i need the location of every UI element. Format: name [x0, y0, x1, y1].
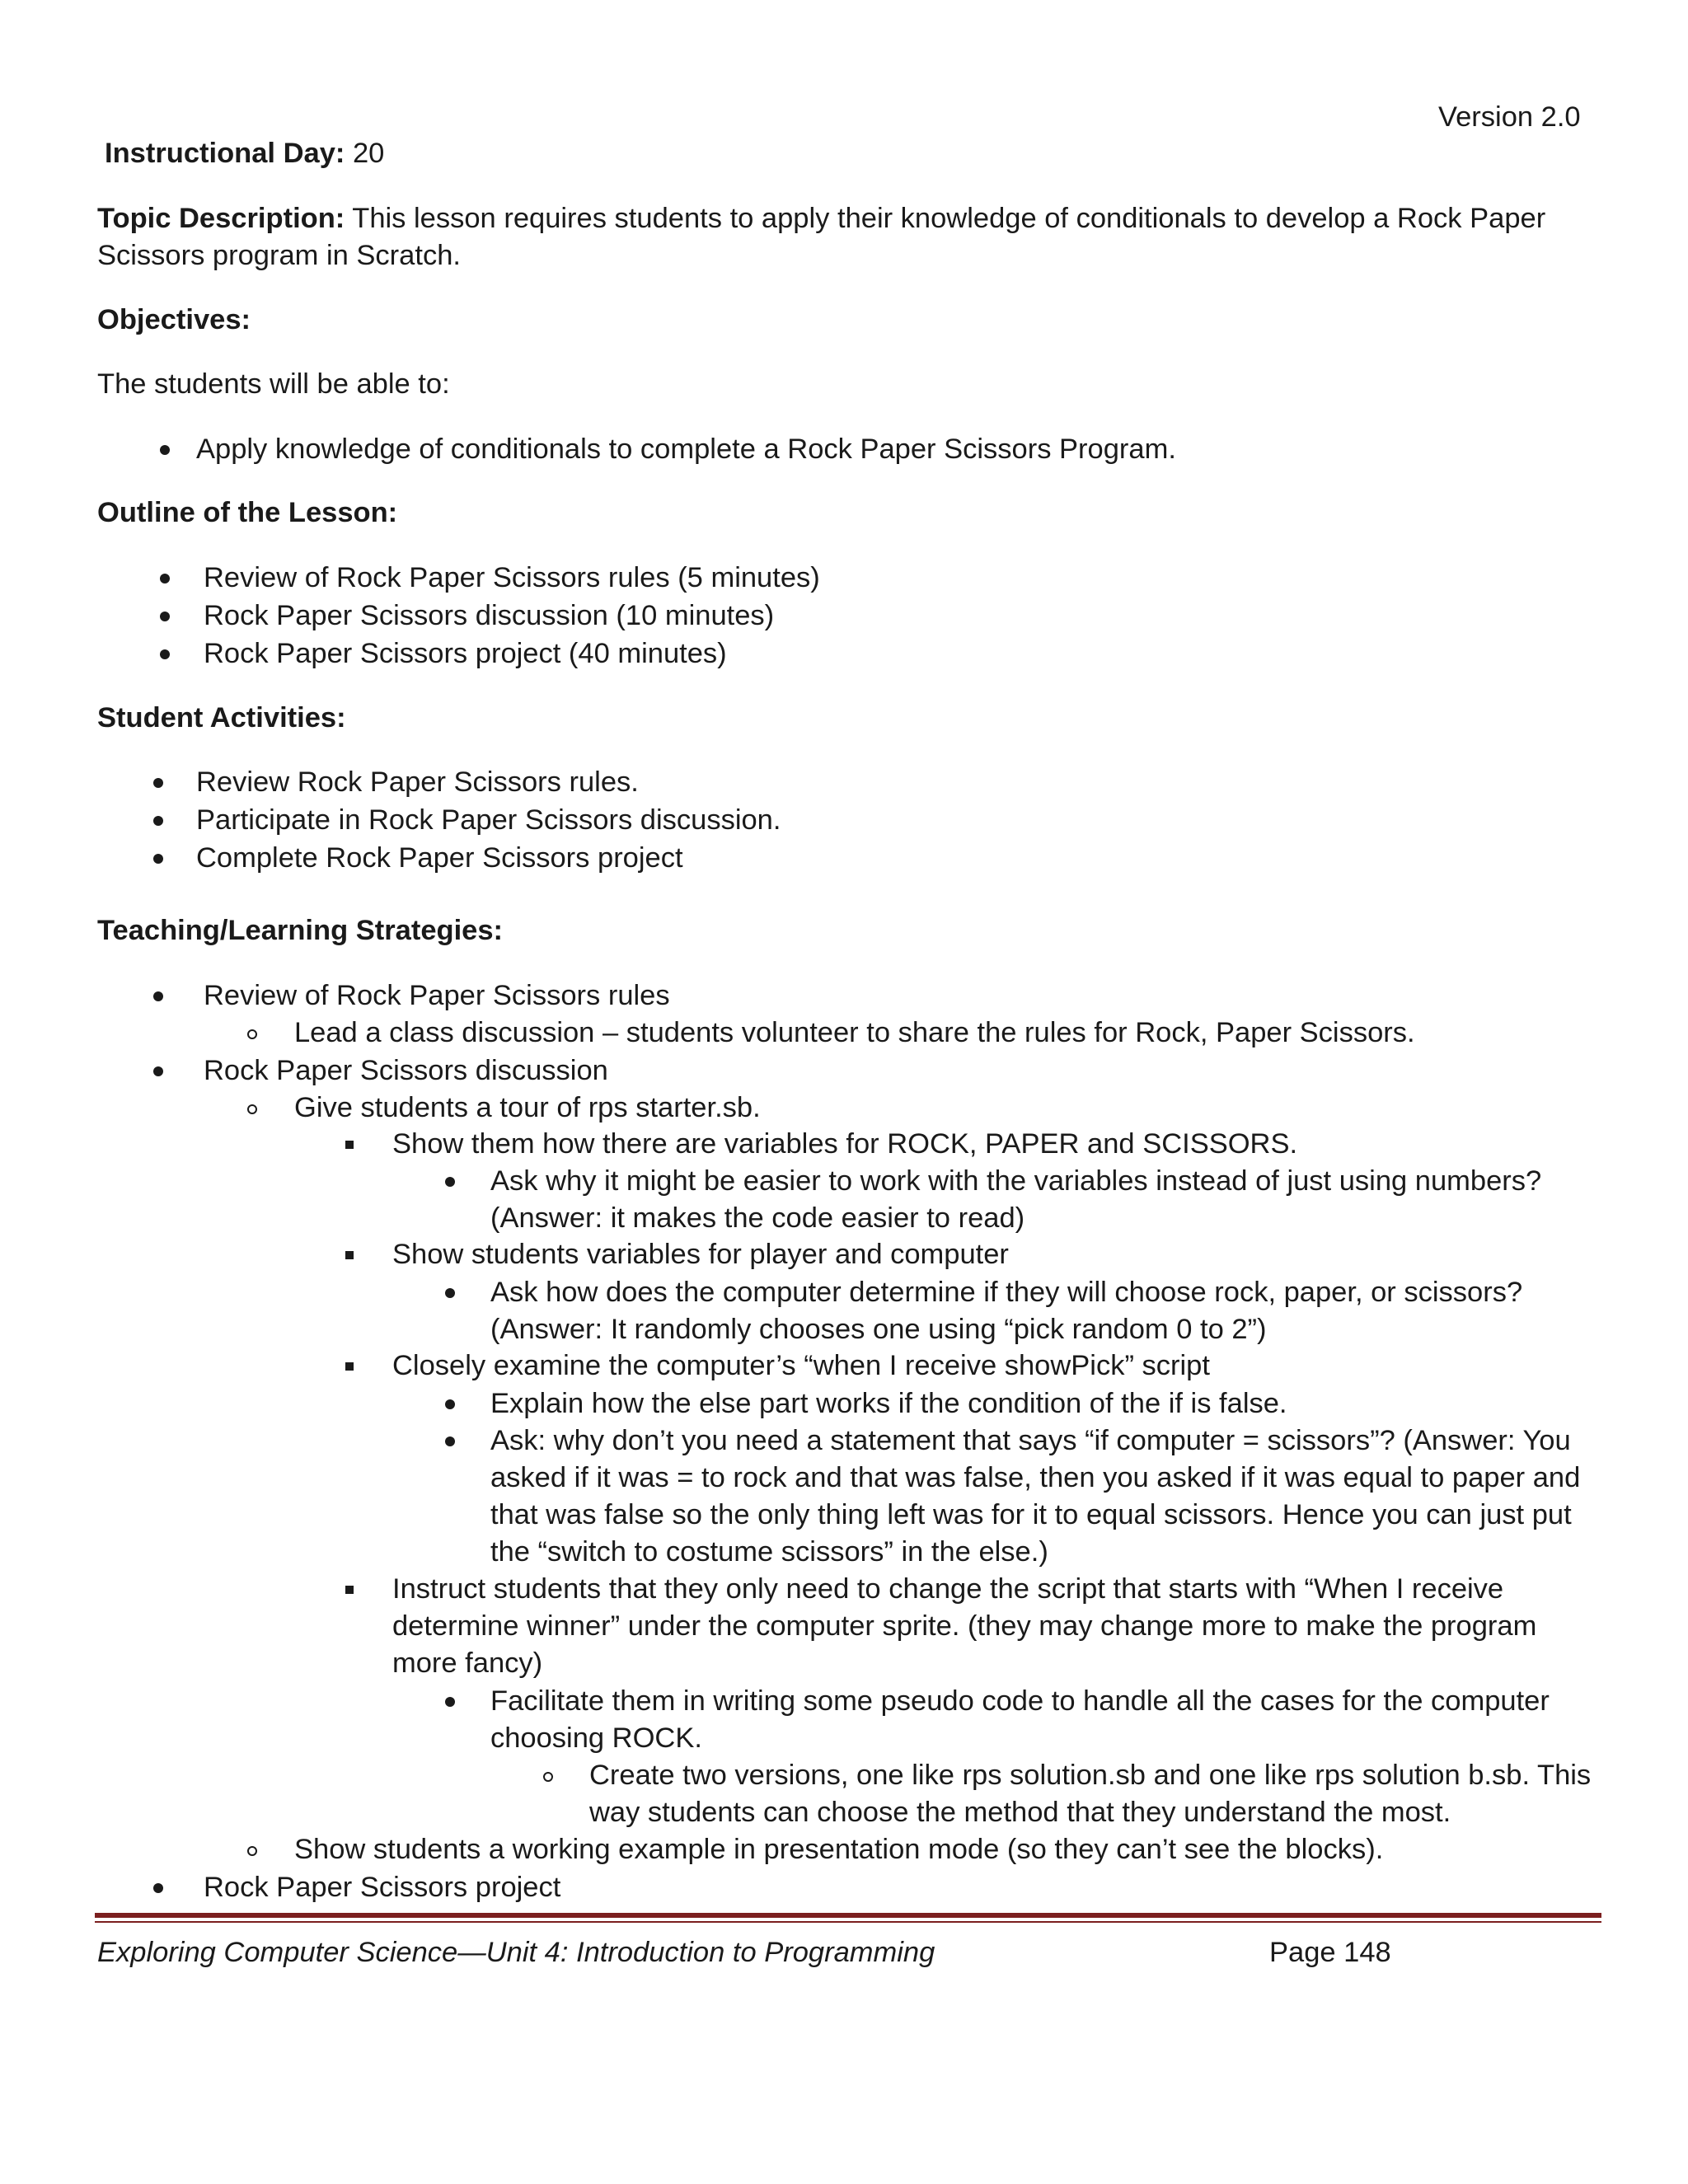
topic-label: Topic Description: [97, 203, 345, 234]
strategy-ask-dont-1: Ask: why don’t you need a statement that says “if computer = scissors”? (Answer: You [490, 1425, 1571, 1456]
strategy-create-1: Create two versions, one like rps solution.sb and one like rps solution b.sb. This [589, 1760, 1592, 1791]
objectives-heading: Objectives: [97, 304, 251, 335]
strategy-lead-discussion: Lead a class discussion – students volunteer to share the rules for Rock, Paper Scissors. [294, 1017, 1415, 1048]
objectives-intro: The students will be able to: [97, 368, 450, 400]
strategy-show-example: Show students a working example in presentation mode (so they can’t see the blocks). [294, 1834, 1384, 1865]
strategy-ask-why-2: (Answer: it makes the code easier to read) [490, 1202, 1025, 1234]
bullet-icon [445, 1436, 455, 1446]
topic-line-1: This lesson requires students to apply their knowledge of conditionals to develop a Rock Paper [345, 203, 1546, 234]
strategy-show-variables: Show them how there are variables for ROCK, PAPER and SCISSORS. [392, 1128, 1298, 1160]
circle-bullet-icon [247, 1104, 257, 1114]
strategy-ask-dont-3: that was false so the only thing left was for it to equal scissors. Hence you can just put [490, 1499, 1572, 1530]
strategy-tour: Give students a tour of rps starter.sb. [294, 1092, 761, 1123]
bullet-icon [445, 1399, 455, 1409]
bullet-icon [445, 1288, 455, 1298]
outline-item: Review of Rock Paper Scissors rules (5 minutes) [204, 562, 820, 593]
strategy-explain: Explain how the else part works if the condition of the if is false. [490, 1388, 1287, 1419]
strategy-ask-how-2: (Answer: It randomly chooses one using “pick random 0 to 2”) [490, 1314, 1267, 1345]
footer-course-title: Exploring Computer Science—Unit 4: Introduction to Programming [97, 1937, 935, 1968]
circle-bullet-icon [247, 1029, 257, 1039]
strategy-ask-dont-4: the “switch to costume scissors” in the else.) [490, 1536, 1048, 1568]
bullet-icon [160, 612, 170, 621]
strategy-create-2: way students can choose the method that they understand the most. [589, 1797, 1451, 1828]
outline-item: Rock Paper Scissors discussion (10 minutes) [204, 600, 775, 631]
topic-line-2: Scissors program in Scratch. [97, 240, 461, 271]
bullet-icon [160, 649, 170, 659]
square-bullet-icon [345, 1586, 354, 1594]
version-label: Version 2.0 [1438, 101, 1581, 133]
bullet-icon [160, 445, 170, 455]
outline-item: Rock Paper Scissors project (40 minutes) [204, 638, 727, 669]
footer-page-number: Page 148 [1269, 1937, 1391, 1968]
footer-rule-thin [95, 1921, 1601, 1923]
circle-bullet-icon [543, 1772, 553, 1782]
activity-item: Complete Rock Paper Scissors project [196, 842, 683, 874]
strategy-project: Rock Paper Scissors project [204, 1872, 561, 1903]
topic-description [97, 200, 1545, 237]
strategy-show-player: Show students variables for player and computer [392, 1239, 1009, 1270]
strategy-discussion: Rock Paper Scissors discussion [204, 1055, 608, 1086]
square-bullet-icon [345, 1251, 354, 1259]
strategy-ask-dont-2: asked if it was = to rock and that was false, then you asked if it was equal to paper and [490, 1462, 1581, 1493]
strategy-instruct-3: more fancy) [392, 1647, 543, 1679]
activities-heading: Student Activities: [97, 702, 346, 733]
strategies-heading: Teaching/Learning Strategies: [97, 915, 504, 946]
instructional-day-value: 20 [345, 138, 385, 169]
bullet-icon [445, 1177, 455, 1187]
strategy-ask-how-1: Ask how does the computer determine if they will choose rock, paper, or scissors? [490, 1277, 1523, 1308]
bullet-icon [153, 854, 163, 864]
activity-item: Review Rock Paper Scissors rules. [196, 766, 639, 798]
bullet-icon [445, 1697, 455, 1707]
circle-bullet-icon [247, 1846, 257, 1856]
strategy-ask-why-1: Ask why it might be easier to work with the variables instead of just using numbers? [490, 1165, 1542, 1197]
bullet-icon [153, 1883, 163, 1893]
bullet-icon [153, 816, 163, 826]
bullet-icon [153, 1066, 163, 1076]
strategy-facilitate-2: choosing ROCK. [490, 1722, 702, 1754]
objective-item: Apply knowledge of conditionals to complete a Rock Paper Scissors Program. [196, 434, 1176, 465]
footer-rule-thick [95, 1913, 1601, 1918]
instructional-day [105, 135, 384, 171]
activity-item: Participate in Rock Paper Scissors discussion. [196, 804, 781, 836]
strategy-instruct-1: Instruct students that they only need to change the script that starts with “When I receive [392, 1573, 1504, 1605]
bullet-icon [153, 991, 163, 1001]
outline-heading: Outline of the Lesson: [97, 497, 398, 528]
square-bullet-icon [345, 1362, 354, 1371]
strategy-review: Review of Rock Paper Scissors rules [204, 980, 670, 1011]
bullet-icon [153, 778, 163, 788]
square-bullet-icon [345, 1141, 354, 1149]
bullet-icon [160, 574, 170, 583]
instructional-day-label: Instructional Day: [105, 138, 345, 169]
strategy-facilitate-1: Facilitate them in writing some pseudo code to handle all the cases for the computer [490, 1685, 1550, 1717]
strategy-examine: Closely examine the computer’s “when I receive showPick” script [392, 1350, 1210, 1381]
strategy-instruct-2: determine winner” under the computer sprite. (they may change more to make the program [392, 1610, 1537, 1642]
